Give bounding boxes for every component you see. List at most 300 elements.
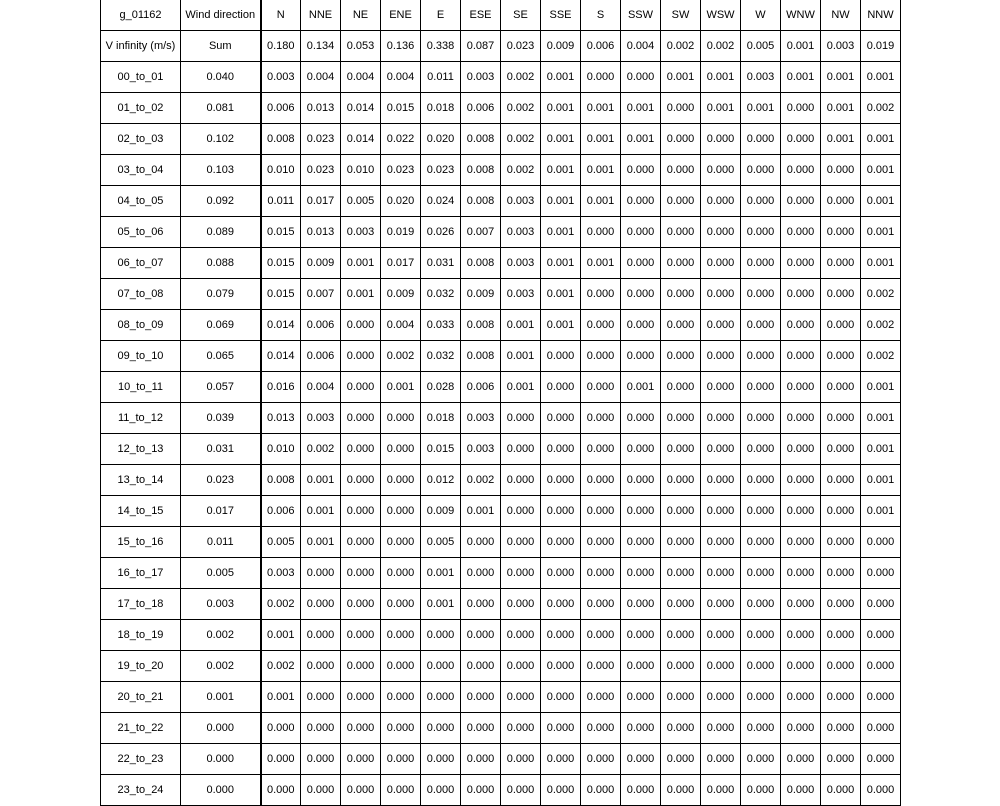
table-cell: 0.000 [581, 682, 621, 713]
table-cell: 0.001 [581, 186, 621, 217]
table-cell: 0.000 [621, 403, 661, 434]
table-row [101, 93, 901, 124]
table-cell: 0.000 [341, 465, 381, 496]
table-cell: 0.001 [421, 589, 461, 620]
table-row [101, 465, 901, 496]
table-cell: 0.000 [661, 713, 701, 744]
table-cell: 0.000 [341, 434, 381, 465]
table-cell: 0.000 [661, 279, 701, 310]
row-sum: 0.057 [181, 372, 261, 403]
table-cell: 0.000 [781, 93, 821, 124]
row-sum: 0.017 [181, 496, 261, 527]
table-cell: 0.000 [821, 682, 861, 713]
table-cell: 0.000 [381, 589, 421, 620]
table-cell: 0.001 [781, 62, 821, 93]
table-cell: 0.008 [261, 465, 301, 496]
table-cell: 0.009 [381, 279, 421, 310]
table-cell: 0.001 [861, 465, 901, 496]
table-cell: 0.001 [861, 496, 901, 527]
table-cell: 0.000 [661, 496, 701, 527]
table-cell: 0.000 [541, 775, 581, 806]
row-sum: 0.003 [181, 589, 261, 620]
table-cell: 0.000 [581, 651, 621, 682]
table-cell: 0.001 [861, 372, 901, 403]
table-cell: 0.013 [261, 403, 301, 434]
sum-row [101, 31, 901, 62]
table-cell: 0.000 [861, 713, 901, 744]
table-cell: 0.001 [541, 248, 581, 279]
table-row [101, 186, 901, 217]
table-cell: 0.006 [261, 496, 301, 527]
row-sum: 0.065 [181, 341, 261, 372]
table-cell: 0.000 [581, 713, 621, 744]
table-cell: 0.000 [341, 372, 381, 403]
table-cell: 0.024 [421, 186, 461, 217]
table-cell: 0.000 [341, 341, 381, 372]
table-cell: 0.009 [461, 279, 501, 310]
table-cell: 0.000 [701, 713, 741, 744]
table-cell: 0.000 [341, 744, 381, 775]
table-cell: 0.000 [621, 186, 661, 217]
direction-sum-sse: 0.009 [541, 31, 581, 62]
table-cell: 0.000 [581, 310, 621, 341]
table-cell: 0.007 [461, 217, 501, 248]
table-cell: 0.000 [501, 682, 541, 713]
table-cell: 0.000 [701, 620, 741, 651]
table-cell: 0.000 [821, 341, 861, 372]
table-cell: 0.000 [781, 465, 821, 496]
row-sum: 0.088 [181, 248, 261, 279]
speed-range-label: 03_to_04 [101, 155, 181, 186]
sum-label: Sum [181, 31, 261, 62]
table-cell: 0.000 [821, 744, 861, 775]
table-cell: 0.000 [741, 186, 781, 217]
table-cell: 0.001 [861, 155, 901, 186]
table-cell: 0.000 [741, 496, 781, 527]
corner-label: g_01162 [101, 0, 181, 31]
table-cell: 0.000 [381, 744, 421, 775]
table-cell: 0.000 [781, 186, 821, 217]
table-row [101, 372, 901, 403]
table-cell: 0.000 [621, 651, 661, 682]
table-cell: 0.033 [421, 310, 461, 341]
table-cell: 0.000 [541, 341, 581, 372]
table-cell: 0.002 [501, 124, 541, 155]
direction-header-w: W [741, 0, 781, 31]
table-cell: 0.018 [421, 403, 461, 434]
table-cell: 0.000 [621, 155, 661, 186]
speed-range-label: 11_to_12 [101, 403, 181, 434]
table-cell: 0.000 [621, 217, 661, 248]
table-cell: 0.015 [381, 93, 421, 124]
table-cell: 0.002 [861, 93, 901, 124]
table-cell: 0.000 [821, 155, 861, 186]
table-cell: 0.001 [821, 93, 861, 124]
table-cell: 0.000 [741, 713, 781, 744]
table-cell: 0.001 [821, 62, 861, 93]
table-cell: 0.008 [461, 155, 501, 186]
table-cell: 0.000 [621, 589, 661, 620]
direction-header-nnw: NNW [861, 0, 901, 31]
table-row [101, 589, 901, 620]
table-cell: 0.007 [301, 279, 341, 310]
table-cell: 0.000 [421, 744, 461, 775]
table-cell: 0.000 [701, 310, 741, 341]
speed-range-label: 22_to_23 [101, 744, 181, 775]
row-sum: 0.092 [181, 186, 261, 217]
direction-sum-ne: 0.053 [341, 31, 381, 62]
table-cell: 0.000 [261, 775, 301, 806]
table-cell: 0.000 [541, 744, 581, 775]
direction-header-ssw: SSW [621, 0, 661, 31]
speed-range-label: 12_to_13 [101, 434, 181, 465]
table-cell: 0.000 [781, 279, 821, 310]
table-cell: 0.000 [261, 713, 301, 744]
table-cell: 0.000 [701, 155, 741, 186]
table-cell: 0.000 [461, 620, 501, 651]
table-cell: 0.001 [501, 372, 541, 403]
table-cell: 0.000 [821, 310, 861, 341]
table-cell: 0.000 [341, 713, 381, 744]
table-cell: 0.023 [301, 124, 341, 155]
table-cell: 0.000 [701, 341, 741, 372]
table-cell: 0.001 [581, 124, 621, 155]
table-cell: 0.000 [581, 496, 621, 527]
table-cell: 0.001 [621, 372, 661, 403]
table-cell: 0.001 [701, 93, 741, 124]
table-cell: 0.000 [701, 558, 741, 589]
table-row [101, 403, 901, 434]
table-cell: 0.015 [261, 248, 301, 279]
table-cell: 0.000 [581, 403, 621, 434]
direction-header-e: E [421, 0, 461, 31]
table-cell: 0.000 [821, 589, 861, 620]
table-cell: 0.000 [661, 310, 701, 341]
table-cell: 0.008 [461, 124, 501, 155]
table-cell: 0.000 [701, 279, 741, 310]
table-row [101, 279, 901, 310]
table-row [101, 155, 901, 186]
table-cell: 0.000 [661, 651, 701, 682]
table-cell: 0.000 [341, 558, 381, 589]
table-cell: 0.000 [541, 651, 581, 682]
table-cell: 0.000 [781, 651, 821, 682]
table-cell: 0.031 [421, 248, 461, 279]
row-header-label: V infinity (m/s) [101, 31, 181, 62]
table-cell: 0.008 [461, 248, 501, 279]
table-cell: 0.002 [501, 62, 541, 93]
table-cell: 0.010 [261, 155, 301, 186]
table-cell: 0.000 [381, 496, 421, 527]
table-cell: 0.000 [381, 403, 421, 434]
table-cell: 0.000 [661, 403, 701, 434]
table-cell: 0.000 [581, 558, 621, 589]
table-cell: 0.000 [701, 465, 741, 496]
table-cell: 0.000 [581, 465, 621, 496]
table-cell: 0.000 [781, 217, 821, 248]
table-cell: 0.000 [621, 682, 661, 713]
speed-range-label: 06_to_07 [101, 248, 181, 279]
table-cell: 0.000 [461, 744, 501, 775]
table-cell: 0.000 [381, 527, 421, 558]
direction-header-nne: NNE [301, 0, 341, 31]
table-cell: 0.000 [381, 713, 421, 744]
speed-range-label: 13_to_14 [101, 465, 181, 496]
table-cell: 0.000 [741, 775, 781, 806]
table-cell: 0.013 [301, 217, 341, 248]
table-cell: 0.000 [781, 155, 821, 186]
table-cell: 0.000 [781, 124, 821, 155]
table-cell: 0.001 [381, 372, 421, 403]
table-cell: 0.000 [661, 775, 701, 806]
header-row [101, 0, 901, 31]
table-cell: 0.000 [341, 589, 381, 620]
row-sum: 0.023 [181, 465, 261, 496]
table-cell: 0.000 [861, 651, 901, 682]
table-cell: 0.000 [341, 620, 381, 651]
table-cell: 0.000 [581, 372, 621, 403]
table-cell: 0.003 [261, 62, 301, 93]
table-cell: 0.002 [501, 155, 541, 186]
table-cell: 0.000 [821, 496, 861, 527]
direction-header-ene: ENE [381, 0, 421, 31]
table-cell: 0.000 [741, 465, 781, 496]
table-row [101, 713, 901, 744]
table-cell: 0.000 [821, 372, 861, 403]
table-cell: 0.003 [501, 217, 541, 248]
table-row [101, 434, 901, 465]
table-cell: 0.000 [541, 558, 581, 589]
table-cell: 0.000 [701, 775, 741, 806]
table-cell: 0.017 [381, 248, 421, 279]
table-cell: 0.000 [701, 589, 741, 620]
table-cell: 0.000 [341, 775, 381, 806]
table-cell: 0.000 [741, 155, 781, 186]
table-cell: 0.000 [381, 775, 421, 806]
table-cell: 0.000 [621, 558, 661, 589]
table-cell: 0.006 [301, 310, 341, 341]
table-cell: 0.000 [421, 713, 461, 744]
speed-range-label: 19_to_20 [101, 651, 181, 682]
direction-sum-e: 0.338 [421, 31, 461, 62]
table-cell: 0.000 [301, 775, 341, 806]
table-cell: 0.001 [261, 682, 301, 713]
table-cell: 0.000 [261, 744, 301, 775]
row-sum: 0.001 [181, 682, 261, 713]
table-cell: 0.002 [301, 434, 341, 465]
table-cell: 0.009 [421, 496, 461, 527]
table-cell: 0.000 [661, 527, 701, 558]
table-cell: 0.000 [661, 217, 701, 248]
table-cell: 0.005 [261, 527, 301, 558]
direction-sum-se: 0.023 [501, 31, 541, 62]
direction-sum-wsw: 0.002 [701, 31, 741, 62]
row-sum: 0.000 [181, 775, 261, 806]
table-cell: 0.000 [461, 589, 501, 620]
row-sum: 0.011 [181, 527, 261, 558]
table-cell: 0.013 [301, 93, 341, 124]
table-cell: 0.000 [701, 186, 741, 217]
table-cell: 0.001 [541, 62, 581, 93]
table-cell: 0.001 [501, 310, 541, 341]
table-cell: 0.001 [861, 248, 901, 279]
table-cell: 0.001 [541, 310, 581, 341]
table-cell: 0.004 [381, 62, 421, 93]
table-cell: 0.000 [861, 527, 901, 558]
table-cell: 0.000 [581, 341, 621, 372]
table-cell: 0.000 [781, 496, 821, 527]
table-cell: 0.020 [381, 186, 421, 217]
table-cell: 0.000 [541, 465, 581, 496]
row-sum: 0.081 [181, 93, 261, 124]
table-cell: 0.000 [581, 217, 621, 248]
table-cell: 0.011 [421, 62, 461, 93]
table-row [101, 620, 901, 651]
table-cell: 0.000 [501, 589, 541, 620]
table-cell: 0.006 [461, 372, 501, 403]
table-cell: 0.000 [301, 589, 341, 620]
table-cell: 0.001 [341, 279, 381, 310]
table-cell: 0.001 [541, 279, 581, 310]
table-cell: 0.000 [781, 682, 821, 713]
table-cell: 0.000 [381, 682, 421, 713]
table-cell: 0.010 [341, 155, 381, 186]
table-cell: 0.023 [381, 155, 421, 186]
table-cell: 0.023 [421, 155, 461, 186]
table-cell: 0.015 [261, 279, 301, 310]
table-cell: 0.000 [581, 775, 621, 806]
speed-range-label: 15_to_16 [101, 527, 181, 558]
table-cell: 0.001 [261, 620, 301, 651]
table-cell: 0.000 [821, 186, 861, 217]
table-cell: 0.000 [541, 372, 581, 403]
direction-sum-s: 0.006 [581, 31, 621, 62]
table-cell: 0.000 [661, 744, 701, 775]
table-cell: 0.000 [621, 434, 661, 465]
table-cell: 0.000 [621, 279, 661, 310]
table-cell: 0.004 [301, 62, 341, 93]
table-cell: 0.000 [581, 434, 621, 465]
table-cell: 0.000 [821, 279, 861, 310]
table-cell: 0.001 [861, 403, 901, 434]
direction-sum-sw: 0.002 [661, 31, 701, 62]
table-cell: 0.002 [861, 341, 901, 372]
table-cell: 0.000 [341, 651, 381, 682]
table-cell: 0.000 [621, 713, 661, 744]
direction-sum-ese: 0.087 [461, 31, 501, 62]
table-row [101, 775, 901, 806]
table-cell: 0.002 [861, 279, 901, 310]
table-cell: 0.001 [861, 434, 901, 465]
table-cell: 0.000 [821, 775, 861, 806]
table-cell: 0.014 [341, 124, 381, 155]
table-body [101, 0, 901, 806]
table-cell: 0.000 [581, 589, 621, 620]
table-cell: 0.000 [861, 775, 901, 806]
table-cell: 0.002 [461, 465, 501, 496]
row-sum: 0.102 [181, 124, 261, 155]
table-cell: 0.001 [301, 496, 341, 527]
table-cell: 0.000 [701, 403, 741, 434]
table-cell: 0.000 [541, 496, 581, 527]
table-cell: 0.000 [621, 62, 661, 93]
table-cell: 0.000 [501, 496, 541, 527]
table-row [101, 496, 901, 527]
table-cell: 0.000 [741, 589, 781, 620]
table-cell: 0.000 [581, 744, 621, 775]
direction-sum-nne: 0.134 [301, 31, 341, 62]
table-cell: 0.000 [821, 465, 861, 496]
table-cell: 0.003 [501, 186, 541, 217]
table-cell: 0.000 [661, 558, 701, 589]
table-cell: 0.000 [781, 558, 821, 589]
row-sum: 0.039 [181, 403, 261, 434]
table-cell: 0.008 [461, 310, 501, 341]
table-cell: 0.001 [421, 558, 461, 589]
table-cell: 0.022 [381, 124, 421, 155]
table-row [101, 310, 901, 341]
table-cell: 0.000 [501, 403, 541, 434]
table-cell: 0.000 [621, 465, 661, 496]
table-cell: 0.000 [621, 496, 661, 527]
table-cell: 0.001 [861, 124, 901, 155]
direction-header-ese: ESE [461, 0, 501, 31]
table-cell: 0.000 [421, 775, 461, 806]
direction-sum-w: 0.005 [741, 31, 781, 62]
table-cell: 0.000 [741, 620, 781, 651]
table-cell: 0.000 [381, 558, 421, 589]
row-sum: 0.040 [181, 62, 261, 93]
table-cell: 0.005 [341, 186, 381, 217]
table-cell: 0.000 [821, 651, 861, 682]
table-cell: 0.003 [301, 403, 341, 434]
table-cell: 0.002 [501, 93, 541, 124]
direction-header-se: SE [501, 0, 541, 31]
speed-range-label: 10_to_11 [101, 372, 181, 403]
table-cell: 0.000 [741, 651, 781, 682]
table-cell: 0.000 [541, 713, 581, 744]
table-cell: 0.002 [861, 310, 901, 341]
table-cell: 0.001 [501, 341, 541, 372]
table-cell: 0.016 [261, 372, 301, 403]
table-cell: 0.000 [621, 310, 661, 341]
table-cell: 0.003 [461, 434, 501, 465]
table-cell: 0.000 [621, 341, 661, 372]
table-cell: 0.000 [661, 372, 701, 403]
table-cell: 0.003 [741, 62, 781, 93]
table-cell: 0.000 [741, 279, 781, 310]
table-cell: 0.000 [501, 465, 541, 496]
table-cell: 0.000 [501, 713, 541, 744]
row-sum: 0.000 [181, 713, 261, 744]
table-cell: 0.000 [821, 527, 861, 558]
table-cell: 0.000 [821, 434, 861, 465]
table-row [101, 62, 901, 93]
row-sum: 0.031 [181, 434, 261, 465]
speed-range-label: 18_to_19 [101, 620, 181, 651]
direction-header-wsw: WSW [701, 0, 741, 31]
speed-range-label: 14_to_15 [101, 496, 181, 527]
table-cell: 0.000 [701, 744, 741, 775]
table-cell: 0.000 [701, 651, 741, 682]
table-cell: 0.000 [781, 434, 821, 465]
table-cell: 0.000 [741, 527, 781, 558]
table-cell: 0.000 [621, 744, 661, 775]
table-cell: 0.000 [821, 558, 861, 589]
table-cell: 0.000 [701, 372, 741, 403]
table-cell: 0.000 [741, 124, 781, 155]
table-cell: 0.000 [661, 186, 701, 217]
